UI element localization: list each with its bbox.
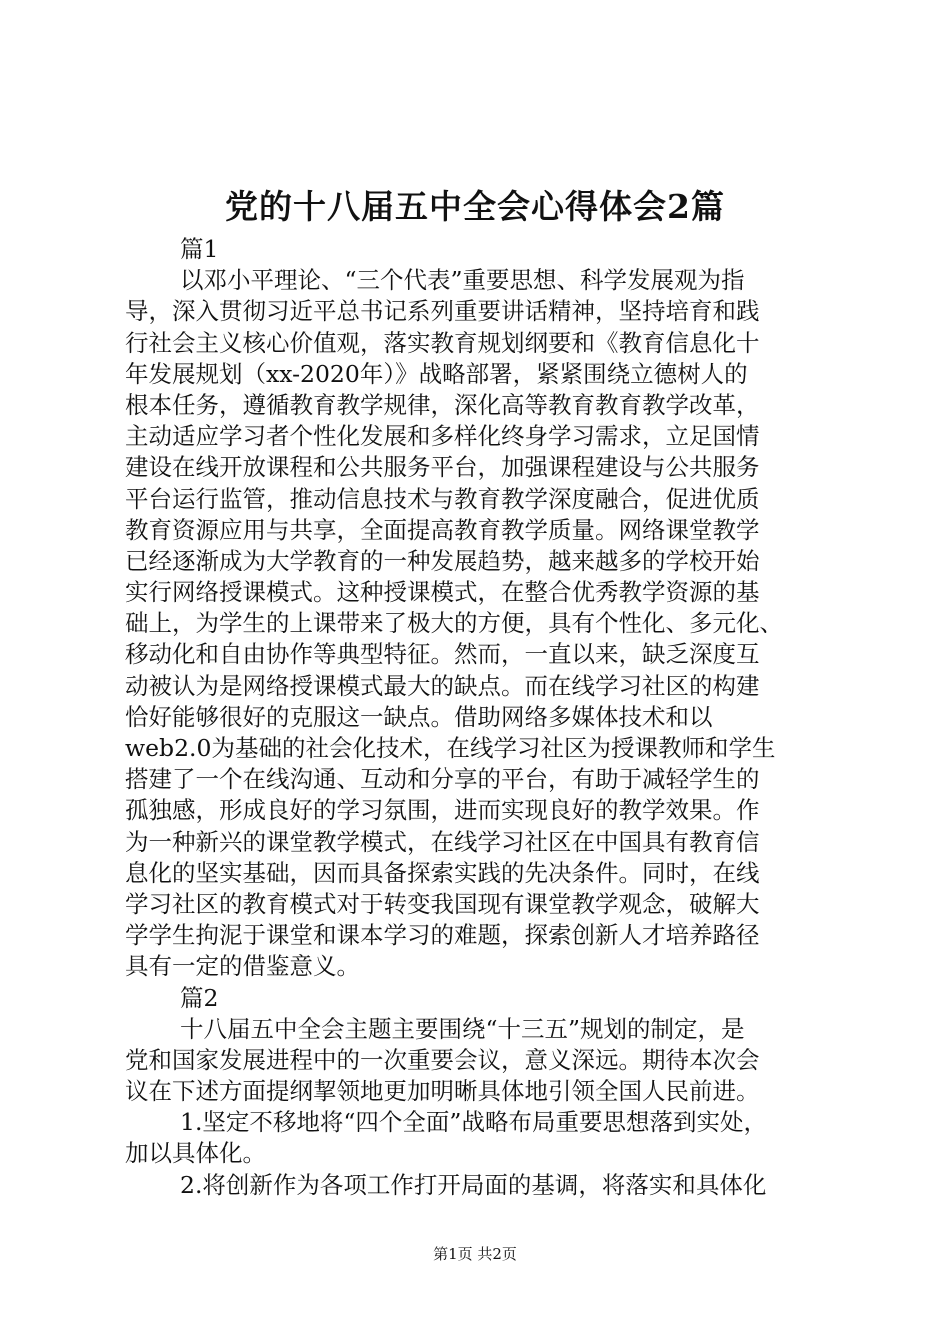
text-line: 篇2 <box>180 983 219 1012</box>
document-title: 党的十八届五中全会心得体会2篇 <box>225 187 725 226</box>
text-line: 党和国家发展进程中的一次重要会议，意义深远。期待本次会 <box>125 1045 760 1074</box>
text-line: 动被认为是网络授课模式最大的缺点。而在线学习社区的构建 <box>125 671 760 700</box>
text-line: 实行网络授课模式。这种授课模式，在整合优秀教学资源的基 <box>125 578 760 607</box>
text-line: 移动化和自由协作等典型特征。然而，一直以来，缺乏深度互 <box>125 640 760 669</box>
text-line: 具有一定的借鉴意义。 <box>125 952 360 981</box>
text-line: 年发展规划（xx-2020年）》战略部署，紧紧围绕立德树人的 <box>125 359 748 388</box>
text-line: 学习社区的教育模式对于转变我国现有课堂教学观念，破解大 <box>125 889 760 918</box>
text-line: 建设在线开放课程和公共服务平台，加强课程建设与公共服务 <box>125 453 760 482</box>
document-body <box>125 234 835 1201</box>
text-line: 行社会主义核心价值观，落实教育规划纲要和《教育信息化十 <box>125 328 760 357</box>
text-line: 础上，为学生的上课带来了极大的方便，具有个性化、多元化、 <box>125 609 783 638</box>
text-line: 十八届五中全会主题主要围绕“十三五”规划的制定，是 <box>180 1014 745 1043</box>
text-line: 息化的坚实基础，因而具备探索实践的先决条件。同时，在线 <box>125 858 760 887</box>
text-line: 恰好能够很好的克服这一缺点。借助网络多媒体技术和以 <box>125 702 713 731</box>
text-line: web2.0为基础的社会化技术，在线学习社区为授课教师和学生 <box>125 734 776 762</box>
text-line: 1.坚定不移地将“四个全面”战略布局重要思想落到实处， <box>180 1108 767 1137</box>
text-line: 导，深入贯彻习近平总书记系列重要讲话精神，坚持培育和践 <box>125 297 760 326</box>
text-line: 孤独感，形成良好的学习氛围，进而实现良好的教学效果。作 <box>125 796 760 825</box>
text-line: 搭建了一个在线沟通、互动和分享的平台，有助于减轻学生的 <box>125 765 760 794</box>
text-line: 篇1 <box>180 235 219 263</box>
text-line: 加以具体化。 <box>125 1139 266 1168</box>
text-line: 2.将创新作为各项工作打开局面的基调，将落实和具体化 <box>180 1170 767 1199</box>
text-line: 以邓小平理论、“三个代表”重要思想、科学发展观为指 <box>180 266 745 295</box>
text-line: 教育资源应用与共享，全面提高教育教学质量。网络课堂教学 <box>125 515 760 544</box>
text-line: 根本任务，遵循教育教学规律，深化高等教育教育教学改革， <box>125 390 760 419</box>
text-line: 议在下述方面提纲挈领地更加明晰具体地引领全国人民前进。 <box>125 1077 760 1106</box>
text-line: 平台运行监管，推动信息技术与教育教学深度融合，促进优质 <box>125 484 760 513</box>
text-line: 主动适应学习者个性化发展和多样化终身学习需求，立足国情 <box>125 422 760 451</box>
text-line: 学学生拘泥于课堂和课本学习的难题，探索创新人才培养路径 <box>125 921 760 950</box>
page-footer: 第1页 共2页 <box>433 1245 517 1263</box>
text-line: 已经逐渐成为大学教育的一种发展趋势，越来越多的学校开始 <box>125 546 760 575</box>
text-line: 为一种新兴的课堂教学模式，在线学习社区在中国具有教育信 <box>125 827 760 856</box>
